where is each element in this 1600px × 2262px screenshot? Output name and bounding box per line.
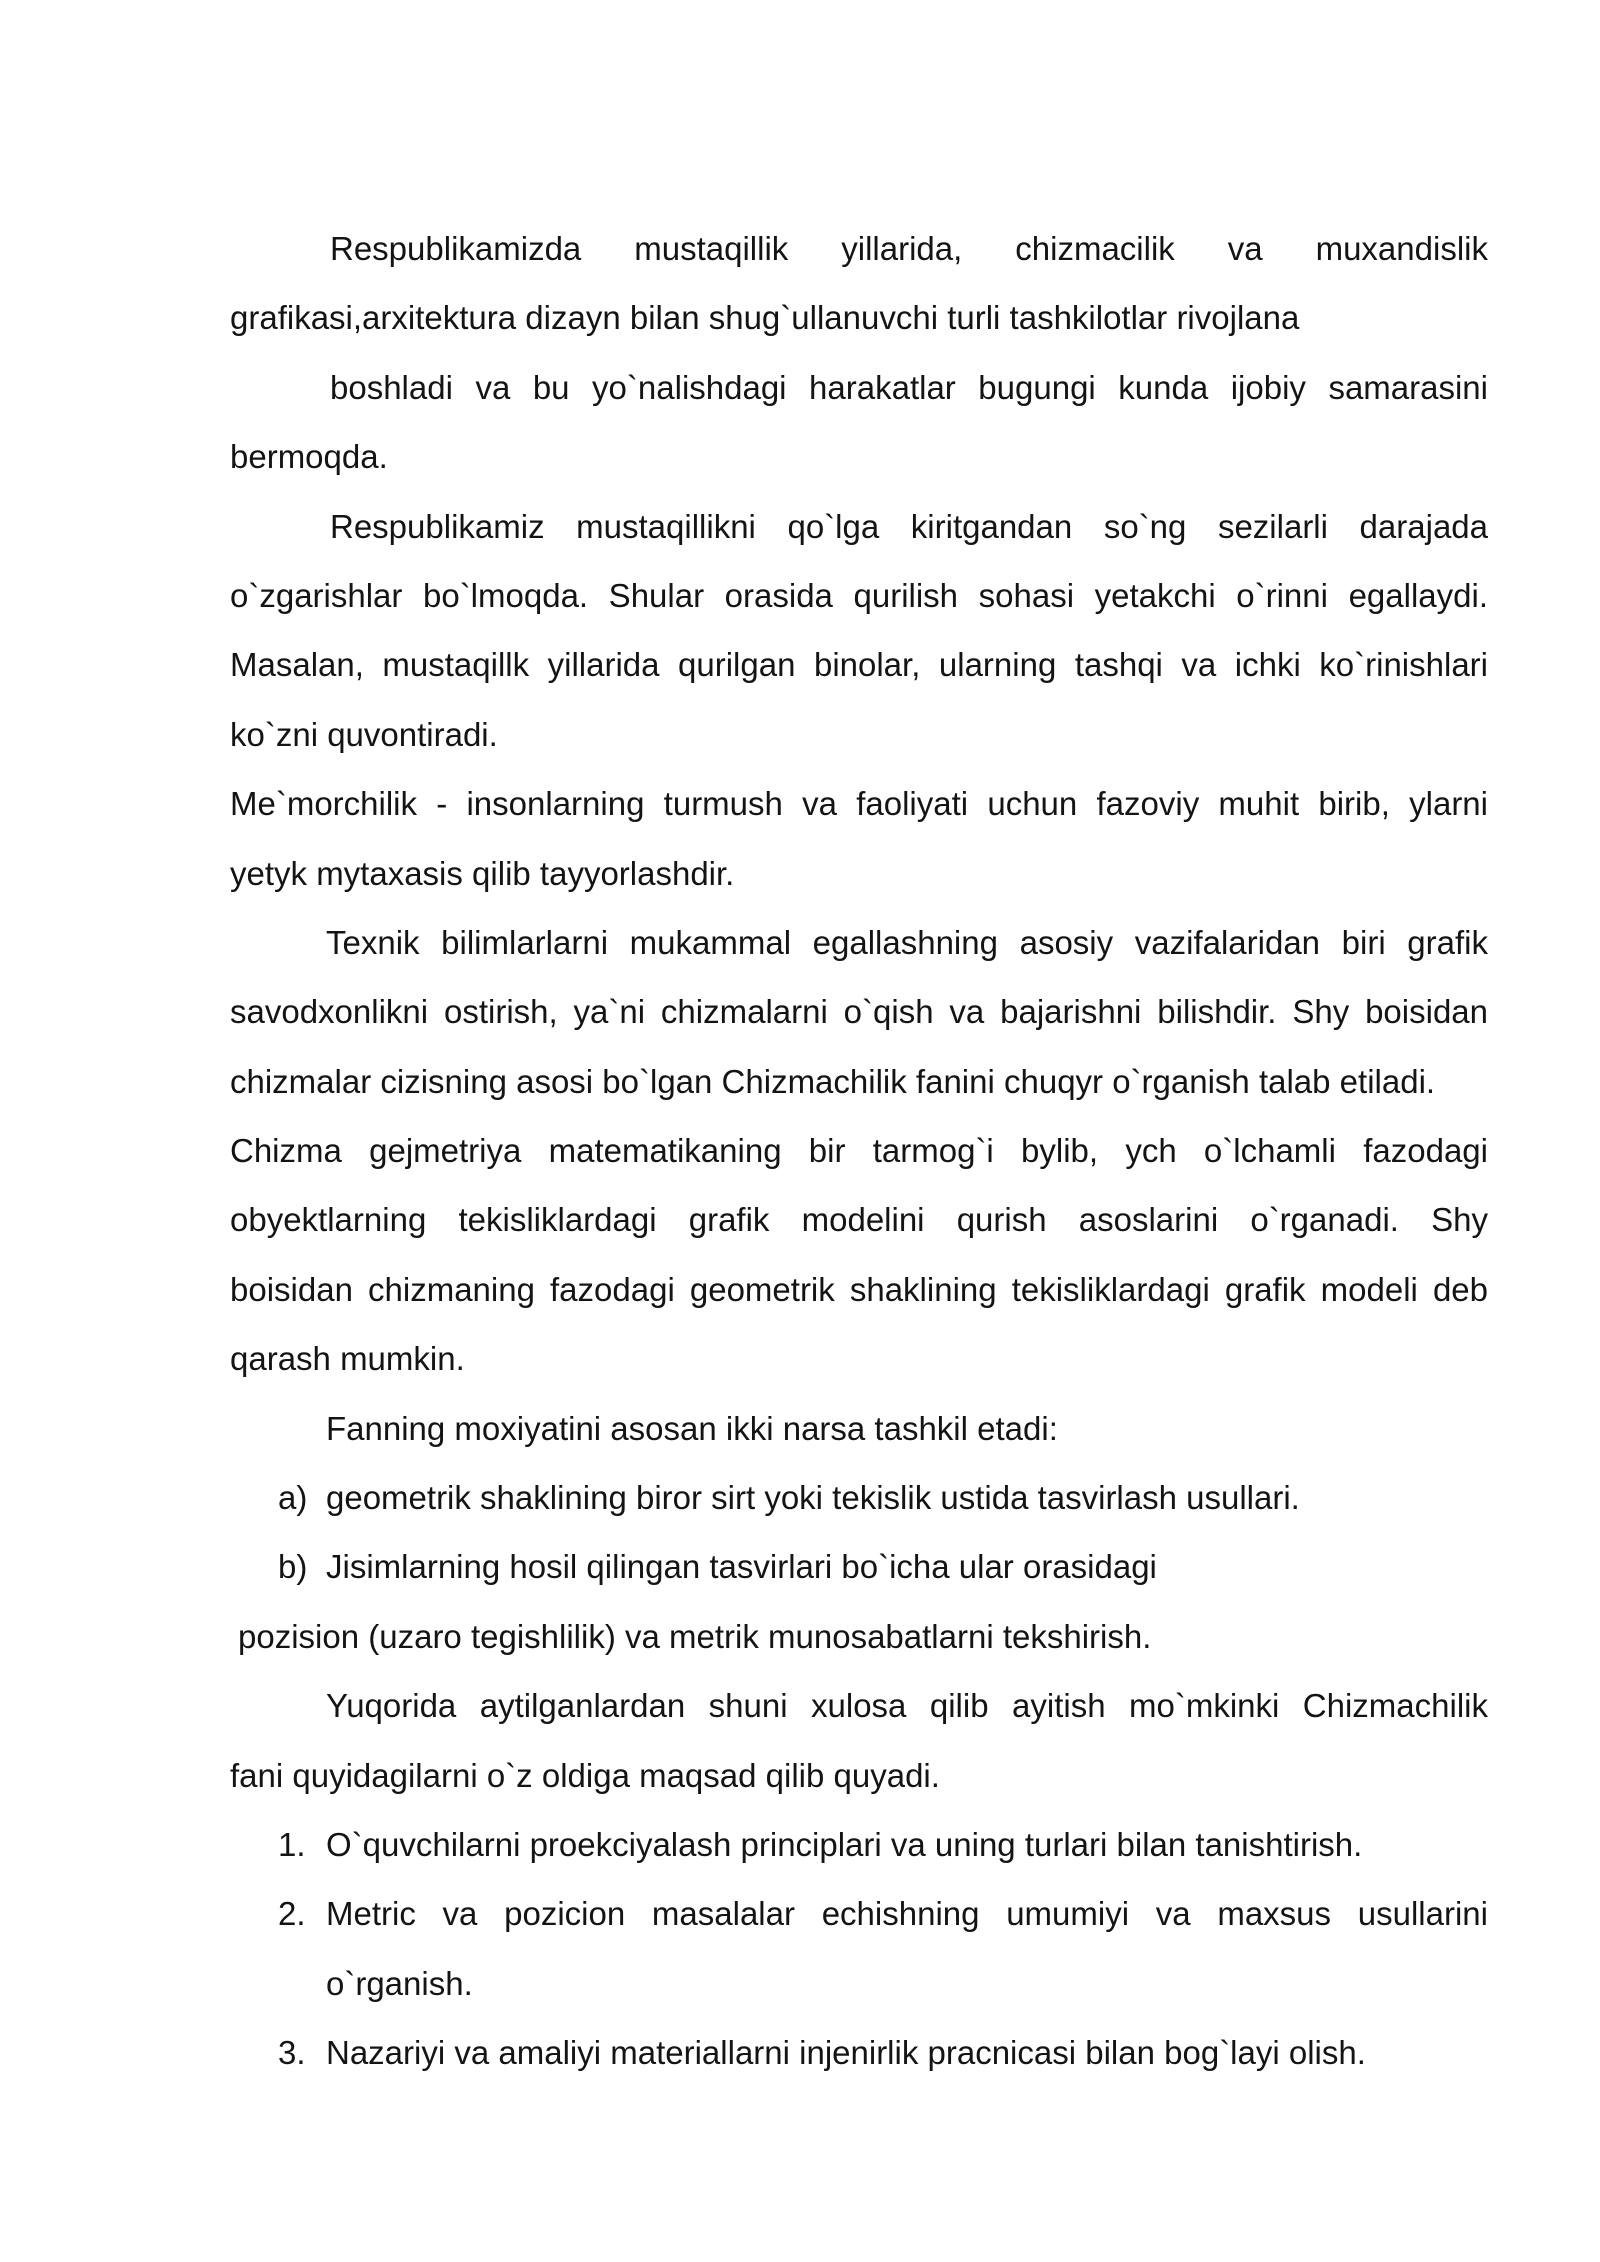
paragraph-5-line-5: obyektlarning tekisliklardagi grafik modelini qurish asoslarini o`rganadi. Shy (230, 1201, 1488, 1239)
paragraph-6-line-1: Fanning moxiyatini asosan ikki narsa tashkil etadi: (326, 1409, 1058, 1447)
list-item-text: geometrik shaklining biror sirt yoki tekislik ustida tasvirlash usullari. (326, 1479, 1300, 1517)
paragraph-1-line-1: Respublikamizda mustaqillik yillarida, chizmacilik va muxandislik (330, 230, 1488, 267)
paragraph-4-line-2: yetyk mytaxasis qilib tayyorlashdir. (230, 854, 735, 892)
list-item-text: Jisimlarning hosil qilingan tasvirlari bo`icha ular orasidagi (326, 1548, 1157, 1586)
paragraph-5-line-1: Texnik bilimlarlarni mukammal egallashning asosiy vazifalaridan biri grafik (326, 923, 1488, 961)
list-item-text: Nazariyi va amaliyi materiallarni injenirlik pracnicasi bilan bog`layi olish. (326, 2034, 1366, 2072)
list-item-text: O`quvchilarni proekciyalash principlari va uning turlari bilan tanishtirish. (326, 1825, 1363, 1863)
list-marker: 1. (278, 1825, 306, 1863)
numbered-item-2 (230, 1879, 1488, 1948)
paragraph-5-line-3: chizmalar cizisning asosi bo`lgan Chizmachilik fanini chuqyr o`rganish talab etiladi. (230, 1062, 1436, 1100)
paragraph-2-line-1: boshladi va bu yo`nalishdagi harakatlar bugungi kunda ijobiy samarasini (330, 368, 1488, 406)
paragraph-3-line-4: ko`zni quvontiradi. (230, 715, 498, 753)
numbered-item-3 (230, 2018, 1488, 2087)
list-marker: 3. (278, 2034, 306, 2072)
list-marker: b) (278, 1548, 308, 1586)
list-item-a (230, 1463, 1488, 1532)
paragraph-5-line-2: savodxonlikni ostirish, ya`ni chizmalarni o`qish va bajarishni bilishdir. Shy boisidan (230, 993, 1488, 1031)
paragraph-3-line-2: o`zgarishlar bo`lmoqda. Shular orasida qurilish sohasi yetakchi o`rinni egallaydi. (230, 576, 1488, 614)
paragraph-4-line-1: Me`morchilik - insonlarning turmush va faoliyati uchun fazoviy muhit birib, ylarni (230, 785, 1488, 823)
paragraph-5-line-7: qarash mumkin. (230, 1340, 465, 1378)
paragraph-7-line-2: fani quyidagilarni o`z oldiga maqsad qilib quyadi. (230, 1756, 940, 1794)
list-item-b (230, 1532, 1488, 1601)
paragraph-1-line-2: grafikasi,arxitektura dizayn bilan shug`ullanuvchi turli tashkilotlar rivojlana (230, 299, 1300, 337)
paragraph-2-line-2: bermoqda. (230, 438, 388, 476)
list-item-b-continuation: pozision (uzaro tegishlilik) va metrik munosabatlarni tekshirish. (238, 1617, 1152, 1655)
paragraph-3-line-3: Masalan, mustaqillk yillarida qurilgan binolar, ularning tashqi va ichki ko`rinishlari (230, 646, 1488, 684)
paragraph-3-line-1: Respublikamiz mustaqillikni qo`lga kiritgandan so`ng sezilarli darajada (330, 507, 1488, 545)
numbered-item-1 (230, 1810, 1488, 1879)
paragraph-5-line-4: Chizma gejmetriya matematikaning bir tarmog`i bylib, ych o`lchamli fazodagi (230, 1132, 1488, 1170)
paragraph-5-line-6: boisidan chizmaning fazodagi geometrik shaklining tekisliklardagi grafik modeli deb (230, 1270, 1488, 1308)
list-item-text: Metric va pozicion masalalar echishning umumiyi va maxsus usullarini (326, 1895, 1488, 1933)
list-marker: 2. (278, 1895, 306, 1933)
paragraph-7-line-1: Yuqorida aytilganlardan shuni xulosa qilib ayitish mo`mkinki Chizmachilik (326, 1687, 1488, 1725)
list-marker: a) (278, 1479, 308, 1517)
document-page (230, 214, 1488, 2088)
numbered-item-2-continuation: o`rganish. (326, 1964, 473, 2002)
